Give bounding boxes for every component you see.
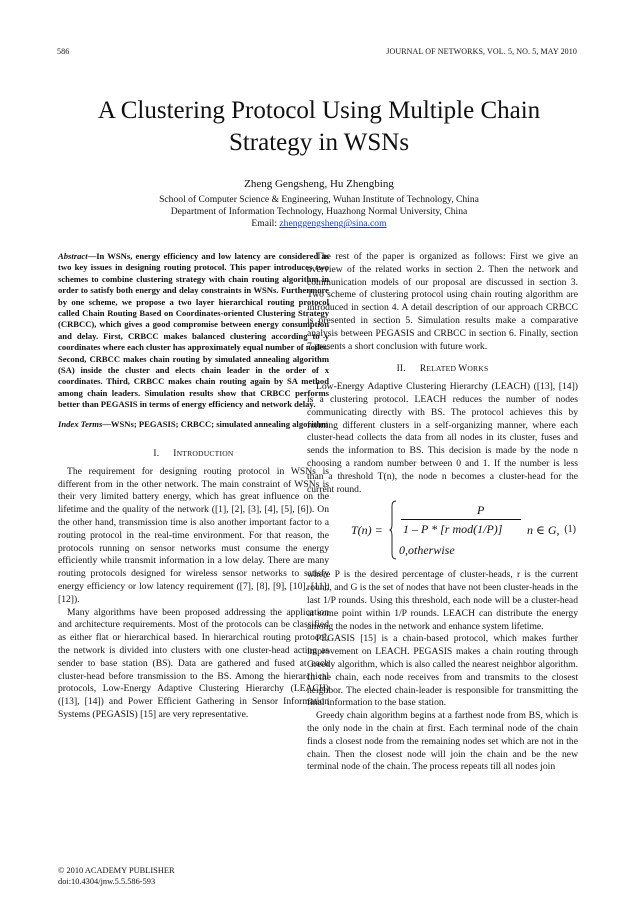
equation-number: (1) [564,524,576,536]
abstract-dash: — [87,251,97,261]
equation-denominator: 1 – P * [r mod(1/P)] [403,522,503,537]
right-column [307,251,578,774]
abstract-text: In WSNs, energy efficiency and low latency are considered as two key issues in designing routing protocol. This paper introduces two schemes to combine clustering strategy with chain routing algorithm in order to satisfy both energy and delay constraints in WSNs. Furthermore by one scheme, we propose a two layer hierarchical routing protocol called Chain Routing Based on Coordinates-oriented Clustering Strategy (CRBCC), which gives a good compromise between energy consumption and delay. First, CRBCC makes balanced clustering according to y coordinates where each cluster has approximately equal number of nodes. Second, CRBCC makes chain routing by simulated annealing algorithm (SA) inside the cluster and elects chain leader in the order of x coordinates. Third, CRBCC makes chain routing again by SA method among chain leaders. Simulation results show that CRBCC performs better than PEGASIS in terms of energy efficiency and network delay. [58,251,329,410]
affiliation-line-2: Department of Information Technology, Huazhong Normal University, China [170,206,468,217]
journal-name: JOURNAL OF NETWORKS, VOL. 5, NO. 5, MAY 2010 [386,47,577,56]
organization-paragraph: The rest of the paper is organized as follows: First we give an overview of the related works in section 2. Then the network and communication models of our proposal are discussed in section 3. Two scheme of clustering protocol using chain routing algorithm are introduced in section 4. A detail description of our approach CRBCC is presented in section 5. Simulation results make a comparative analysis between PEGASIS and CRBCC in section 6. Finally, section 7 presents a short conclusion with future work. [307,251,578,352]
equation-lhs: T(n) = [351,523,383,538]
section-title-initial: I [173,449,177,460]
email-line [40,218,598,230]
section-title-initial: R [419,364,427,375]
abstract-label: Abstract [58,251,88,261]
left-column [58,251,329,722]
index-terms [58,419,329,430]
index-terms-label: Index Terms [58,418,103,429]
doi: doi:10.4304/jnw.5.5.586-593 [58,876,156,886]
page-footer [58,866,175,887]
author-list: Zheng Gengsheng, Hu Zhengbing [244,178,394,190]
related-paragraph-2: where P is the desired percentage of cluster-heads, r is the current round, and G is the set of nodes that have not been cluster-heads in the last 1/P rounds. Using this threshold, each node will be a cluster-head at some point within 1/P rounds. LEACH can distribute the energy among the nodes in the network and enhance system lifetime. [307,569,578,632]
section-title-rest: ELATED [426,364,459,374]
paper-title-line-2: Strategy in WSNs [228,129,410,156]
paper-title [40,95,598,159]
fraction-bar [401,519,521,520]
equation-condition: n ∈ G, [527,523,560,538]
abstract [58,251,329,411]
equation-numerator: P [477,503,485,518]
affiliation-line-1: School of Computer Science & Engineering, Wuhan Institute of Technology, China [159,194,479,205]
section-heading-introduction [58,448,329,461]
section-title-initial-2: W [458,364,468,375]
related-paragraph-4: Greedy chain algorithm begins at a farthest node from BS, which is the only node in the chain at first. Each terminal node of the chain finds a closest node from the remaining nodes set which are not in the chain. Then the closest node will join the chain and be the new terminal node of the chain. The process repeats till all nodes join [307,710,578,773]
index-terms-dash: — [102,418,111,429]
section-number: II. [396,364,406,375]
equation-threshold [307,500,578,566]
page-number: 586 [57,47,70,56]
section-number: I. [153,449,160,460]
copyright-notice: © 2010 ACADEMY PUBLISHER [58,866,175,875]
related-paragraph-3: PEGASIS [15] is a chain-based protocol, which makes further improvement on LEACH. PEGASIS makes a chain routing through Greedy algorithm, which is also called the nearest neighbor algorithm. In the chain, each node receives from and transmits to the closest neighbor. The elected chain-leader is responsible for transmitting the final information to the base station. [307,633,578,709]
index-terms-text: WSNs; PEGASIS; CRBCC; simulated annealing algorithm [110,418,329,429]
left-brace-icon [389,500,397,560]
section-title-rest: NTRODUCTION [176,449,234,459]
intro-paragraph-2: Many algorithms have been proposed addressing the application and architecture requirements. Most of the protocols can be classified as either flat or hierarchical based. In hierarchical routing protocol, the network is divided into clusters with one cluster-head acting as sender to base station (BS). Data are gathered and fused at each cluster-head before transmission to the BS. Among the hierarchical protocols, Low-Energy Adaptive Clustering Hierarchy (LEACH) ([13], [14]) and Power Efficient Gathering in Sensor Information Systems (PEGASIS) [15] are very representative. [58,606,329,721]
related-paragraph-1: Low-Energy Adaptive Clustering Hierarchy (LEACH) ([13], [14]) is a clustering protocol. LEACH reduces the number of nodes communicating directly with BS. The protocol achieves this by forming different clusters in a self-organizing manner, where each cluster-head collects the data from all nodes in its cluster, fuses and sends the information to BS. This decision is made by the node n choosing a random number between 0 and 1. If the number is less than a threshold T(n), the node n becomes a cluster-head for the current round. [307,381,578,495]
paper-title-line-1: A Clustering Protocol Using Multiple Chain [97,97,541,124]
equation-otherwise: 0,otherwise [399,543,455,558]
affiliations [40,194,598,230]
section-title-rest-2: ORKS [467,364,489,374]
email-label: Email: [251,218,280,229]
intro-paragraph-1: The requirement for designing routing protocol in WSNs is different from in the other network. The main constraint of WSNs is their very limited battery energy, which has great influence on the lifetime and the quality of the network ([1], [2], [3], [4], [5], [6]). On the other hand, transmission time is also another important factor to a routing protocol in the real-time environment. For that reason, the protocols running on sensor networks must consume the energy efficiently while transmit information in a low delay. There are many routing protocols designed for wireless sensor networks to satisfy energy efficiency or low latency requirement ([7], [8], [9], [10], [11], [12]). [58,465,329,605]
email-link[interactable]: zhenggengsheng@sina.com [279,218,387,229]
section-heading-related-works [307,363,578,376]
